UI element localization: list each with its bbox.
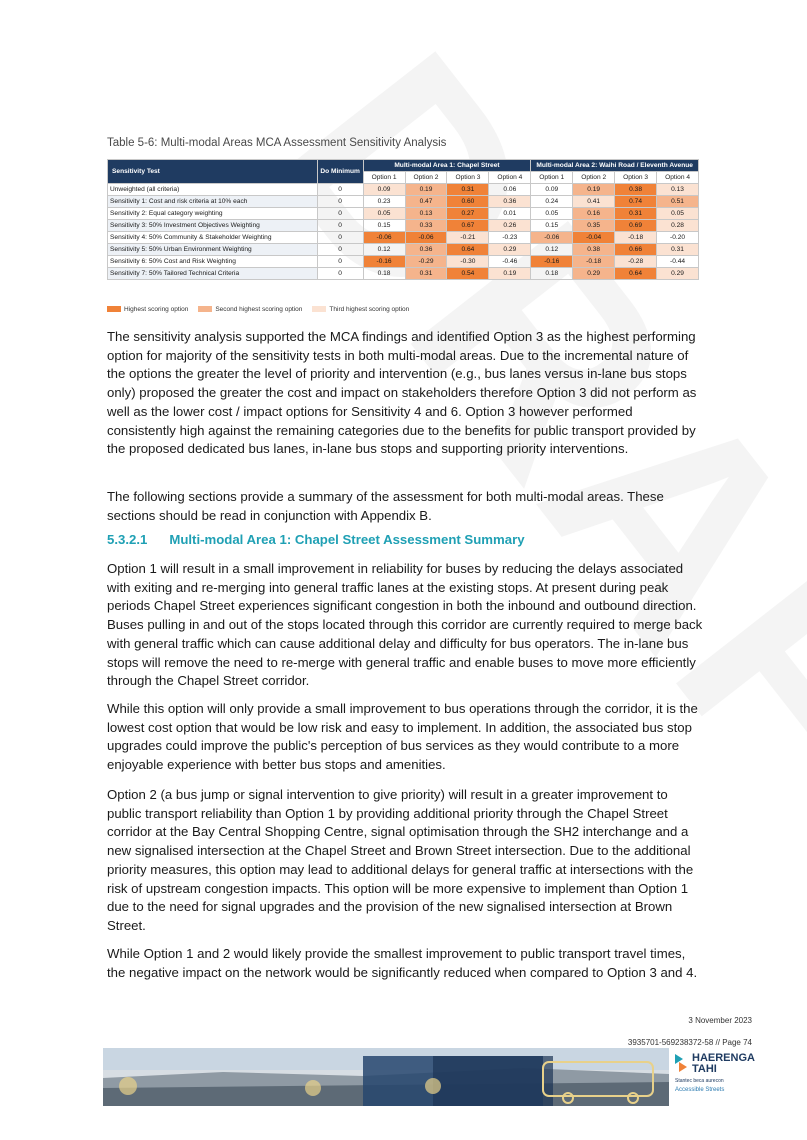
score-cell: 0.47 [405, 196, 447, 208]
legend-swatch-highest [107, 306, 121, 312]
row-label: Sensitivity 3: 50% Investment Objectives Weighting [108, 220, 318, 232]
accessible-streets-logo: Accessible Streets [675, 1087, 725, 1093]
score-cell: -0.21 [447, 232, 489, 244]
score-cell: 0.54 [447, 268, 489, 280]
score-cell: 0.31 [657, 244, 699, 256]
table-row [108, 256, 699, 268]
score-cell: 0.31 [405, 268, 447, 280]
score-cell: 0.38 [573, 244, 615, 256]
score-cell: 0.35 [573, 220, 615, 232]
header-do-minimum: Do Minimum [317, 160, 363, 184]
score-cell: 0.18 [531, 268, 573, 280]
score-cell: 0.16 [573, 208, 615, 220]
section-title: Multi-modal Area 1: Chapel Street Assessment Summary [169, 532, 525, 547]
table-row [108, 184, 699, 196]
score-cell: 0.29 [573, 268, 615, 280]
score-cell: 0.27 [447, 208, 489, 220]
logo-title-line1: HAERENGA [692, 1052, 755, 1064]
score-cell: 0.19 [405, 184, 447, 196]
table-row [108, 196, 699, 208]
score-cell: 0.19 [489, 268, 531, 280]
do-minimum-cell: 0 [317, 232, 363, 244]
table-body [108, 184, 699, 280]
score-cell: -0.06 [531, 232, 573, 244]
row-label: Sensitivity 2: Equal category weighting [108, 208, 318, 220]
haerenga-tahi-logo [675, 1053, 757, 1101]
score-cell: 0.05 [657, 208, 699, 220]
header-option-8: Option 4 [657, 172, 699, 184]
score-cell: 0.05 [363, 208, 405, 220]
logo-mark-icon [675, 1054, 689, 1074]
score-cell: -0.18 [573, 256, 615, 268]
row-label: Sensitivity 7: 50% Tailored Technical Criteria [108, 268, 318, 280]
header-area-2: Multi-modal Area 2: Waihi Road / Eleventh Avenue [531, 160, 699, 172]
row-label: Sensitivity 6: 50% Cost and Risk Weighting [108, 256, 318, 268]
header-option-1: Option 1 [363, 172, 405, 184]
table-row [108, 208, 699, 220]
score-cell: 0.09 [531, 184, 573, 196]
paragraph-option-1: Option 1 will result in a small improvement in reliability for buses by reducing the delays associated with exiting and re-merging into general traffic lanes at the existing stops. At present during peak periods Chapel Street experiences significant congestion in both the inbound and outbound direction. Buses pulling in and out of the stops located through this corridor are currently required to merge back with general traffic which can cause additional delay and difficulty for bus operators. The in-lane bus stops will remove the need to re-merge with general traffic and enable buses to move more efficiently through the Chapel Street corridor. [107, 561, 703, 689]
score-cell: 0.51 [657, 196, 699, 208]
table-row [108, 268, 699, 280]
legend-swatch-second [198, 306, 212, 312]
table-legend [107, 306, 409, 313]
score-cell: 0.18 [363, 268, 405, 280]
score-cell: 0.26 [489, 220, 531, 232]
do-minimum-cell: 0 [317, 268, 363, 280]
score-cell: 0.64 [447, 244, 489, 256]
header-option-5: Option 1 [531, 172, 573, 184]
legend-highest: Highest scoring option [107, 306, 188, 313]
score-cell: 0.29 [489, 244, 531, 256]
score-cell: 0.06 [489, 184, 531, 196]
section-number: 5.3.2.1 [107, 532, 148, 547]
do-minimum-cell: 0 [317, 208, 363, 220]
legend-second: Second highest scoring option [198, 306, 302, 313]
sensitivity-table [107, 159, 699, 280]
score-cell: 0.19 [573, 184, 615, 196]
score-cell: 0.01 [489, 208, 531, 220]
partner-logos: Stantec beca aurecon [675, 1078, 724, 1084]
do-minimum-cell: 0 [317, 220, 363, 232]
score-cell: 0.29 [657, 268, 699, 280]
table-caption: Table 5-6: Multi-modal Areas MCA Assessment Sensitivity Analysis [107, 137, 447, 149]
score-cell: 0.69 [615, 220, 657, 232]
score-cell: 0.23 [363, 196, 405, 208]
score-cell: 0.66 [615, 244, 657, 256]
footer-banner-illustration [103, 1048, 669, 1106]
section-heading [107, 532, 525, 547]
score-cell: 0.64 [615, 268, 657, 280]
paragraph-option-2: Option 2 (a bus jump or signal intervention to give priority) will result in a greater improvement to public transport reliability than Option 1 by providing additional priority through the Chapel Street corridor at the Bay Central Shopping Centre, signal optimisation through the SH2 interchange and a new signalised intersection at the Chapel Street and Brown Street intersection. Due to the additional priority measures, this option may lead to additional delays for general traffic at intersections with the risk of upstream congestion impacts. This option will be more expensive to implement than Option 1 due to the need for signal upgrades and the provision of the new signalised intersection at Brown Street. [107, 787, 694, 933]
score-cell: -0.44 [657, 256, 699, 268]
row-label: Sensitivity 1: Cost and risk criteria at 10% each [108, 196, 318, 208]
score-cell: -0.30 [447, 256, 489, 268]
score-cell: -0.46 [489, 256, 531, 268]
score-cell: 0.36 [405, 244, 447, 256]
score-cell: 0.28 [657, 220, 699, 232]
score-cell: 0.33 [405, 220, 447, 232]
score-cell: -0.20 [657, 232, 699, 244]
paragraph-option-comparison: While Option 1 and 2 would likely provide the smallest improvement to public transport travel times, the negative impact on the network would be significantly reduced when compared to Option 3 and 4. [107, 946, 698, 980]
score-cell: 0.60 [447, 196, 489, 208]
score-cell: -0.16 [363, 256, 405, 268]
score-cell: -0.04 [573, 232, 615, 244]
footer-reference: 3935701-569238372-58 // Page 74 [627, 1038, 752, 1047]
score-cell: 0.13 [405, 208, 447, 220]
header-option-7: Option 3 [615, 172, 657, 184]
score-cell: -0.06 [405, 232, 447, 244]
footer-date: 3 November 2023 [688, 1016, 752, 1025]
score-cell: 0.74 [615, 196, 657, 208]
header-sensitivity-test: Sensitivity Test [108, 160, 318, 184]
score-cell: 0.36 [489, 196, 531, 208]
do-minimum-cell: 0 [317, 184, 363, 196]
score-cell: -0.23 [489, 232, 531, 244]
logo-title-line2: TAHI [692, 1063, 717, 1075]
do-minimum-cell: 0 [317, 256, 363, 268]
score-cell: 0.05 [531, 208, 573, 220]
row-label: Unweighted (all criteria) [108, 184, 318, 196]
score-cell: 0.24 [531, 196, 573, 208]
score-cell: 0.09 [363, 184, 405, 196]
header-area-1: Multi-modal Area 1: Chapel Street [363, 160, 531, 172]
score-cell: 0.13 [657, 184, 699, 196]
header-option-6: Option 2 [573, 172, 615, 184]
paragraph-option-1-cost: While this option will only provide a small improvement to bus operations through the corridor, it is the lowest cost option that would be low risk and easy to implement. In addition, the associated bus stop upgrades could improve the public's perception of bus services as they would contribute to a more enjoyable experience with better bus stops and amenities. [107, 701, 698, 773]
score-cell: 0.41 [573, 196, 615, 208]
row-label: Sensitivity 4: 50% Community & Stakeholder Weighting [108, 232, 318, 244]
score-cell: -0.16 [531, 256, 573, 268]
score-cell: 0.67 [447, 220, 489, 232]
paragraph-sensitivity-summary: The sensitivity analysis supported the MCA findings and identified Option 3 as the highest performing option for majority of the sensitivity tests in both multi-modal areas. Due to the incremental nature of the options the greater the level of priority and intervention (e.g., bus lanes versus in-lane bus stops only) proposed the greater the cost and impact on stakeholders therefore Option 3 did not perform as well as the lower cost / impact options for Sensitivity 4 and 6. Option 3 however performed consistently high against the remaining categories due to the benefits for public transport provided by the proposed dedicated bus lanes, in-lane bus stops and supporting priority interventions. [107, 329, 697, 457]
header-option-4: Option 4 [489, 172, 531, 184]
do-minimum-cell: 0 [317, 196, 363, 208]
score-cell: -0.28 [615, 256, 657, 268]
do-minimum-cell: 0 [317, 244, 363, 256]
row-label: Sensitivity 5: 50% Urban Environment Weighting [108, 244, 318, 256]
header-option-3: Option 3 [447, 172, 489, 184]
legend-swatch-third [312, 306, 326, 312]
score-cell: -0.18 [615, 232, 657, 244]
header-option-2: Option 2 [405, 172, 447, 184]
score-cell: 0.15 [363, 220, 405, 232]
table-row [108, 244, 699, 256]
table-row [108, 232, 699, 244]
score-cell: 0.38 [615, 184, 657, 196]
legend-third: Third highest scoring option [312, 306, 409, 313]
score-cell: -0.06 [363, 232, 405, 244]
score-cell: 0.12 [531, 244, 573, 256]
score-cell: 0.12 [363, 244, 405, 256]
score-cell: 0.31 [447, 184, 489, 196]
table-row [108, 220, 699, 232]
paragraph-sections-intro: The following sections provide a summary of the assessment for both multi-modal areas. These sections should be read in conjunction with Appendix B. [107, 489, 664, 523]
score-cell: 0.31 [615, 208, 657, 220]
score-cell: -0.29 [405, 256, 447, 268]
score-cell: 0.15 [531, 220, 573, 232]
